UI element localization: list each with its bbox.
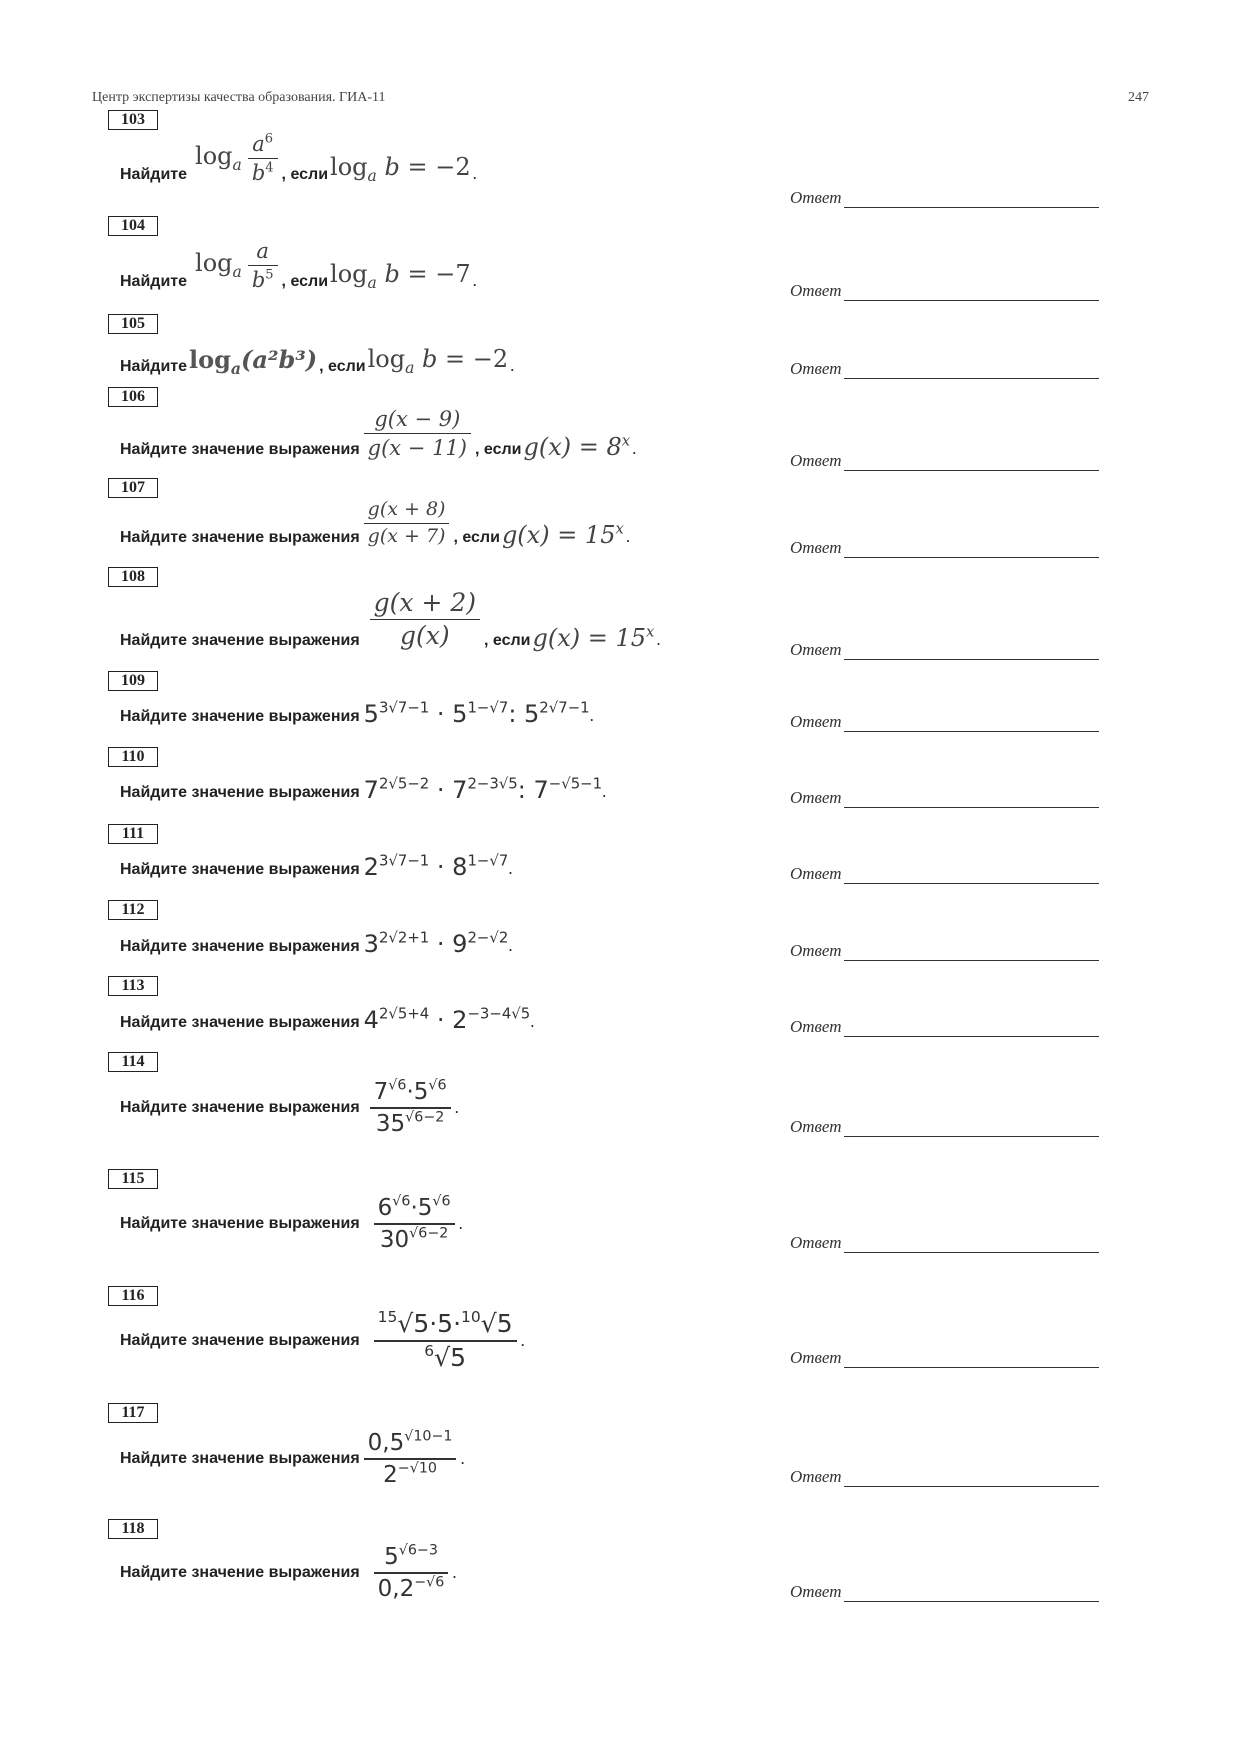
answer-line[interactable] (844, 1020, 1099, 1037)
answer-line[interactable] (844, 715, 1099, 732)
fraction: $\frac{g(x + 8)}{g(x + 7)}$ (364, 500, 450, 547)
problem-107 (120, 500, 630, 547)
condition-word: , если (475, 441, 522, 459)
problem-prompt: Найдите значение выражения (120, 1564, 360, 1582)
problem-106 (120, 407, 637, 462)
header-title: Центр экспертизы качества образования. ГИА-11 (92, 90, 386, 105)
condition: $\log_a b = -2$ (367, 345, 509, 377)
problem-103 (120, 133, 477, 184)
problem-105 (120, 347, 514, 376)
answer-label: Ответ (790, 188, 842, 207)
answer-line[interactable] (844, 791, 1099, 808)
answer-field[interactable] (790, 864, 1099, 884)
problem-prompt: Найдите (120, 166, 188, 184)
period: . (460, 1449, 465, 1469)
problem-110 (120, 774, 607, 804)
problem-prompt: Найдите значение выражения (120, 1099, 360, 1117)
period: . (508, 936, 513, 955)
expression: $7^{2√5-2} \cdot 7^{2-3√5}$: $7^{-√5-1}$ (363, 774, 603, 804)
problem-113 (120, 1004, 535, 1034)
period: . (508, 859, 513, 878)
answer-line[interactable] (844, 362, 1099, 379)
problem-117 (120, 1428, 465, 1489)
problem-118 (120, 1542, 457, 1603)
problem-prompt: Найдите значение выражения (120, 1332, 360, 1350)
problem-prompt: Найдите значение выражения (120, 1215, 360, 1233)
problem-prompt: Найдите (120, 358, 188, 376)
problem-number: 104 (108, 216, 158, 236)
answer-label: Ответ (790, 1117, 842, 1136)
answer-field[interactable] (790, 788, 1099, 808)
fraction: $\frac{0,5^{√10-1}}{2^{-√10}}$ (364, 1431, 457, 1487)
period: . (472, 164, 477, 184)
period: . (530, 1012, 535, 1031)
answer-label: Ответ (790, 640, 842, 659)
answer-field[interactable] (790, 1233, 1099, 1253)
period: . (452, 1563, 457, 1583)
problem-112 (120, 928, 513, 958)
answer-line[interactable] (844, 1120, 1099, 1137)
fraction: $\frac{g(x - 9)}{g(x - 11)}$ (364, 408, 471, 459)
fraction: $\frac{6^{√6}\cdot 5^{√6}}{30^{√6-2}}$ (374, 1196, 455, 1252)
answer-field[interactable] (790, 281, 1099, 301)
problem-number: 113 (108, 976, 158, 996)
answer-field[interactable] (790, 1017, 1099, 1037)
answer-field[interactable] (790, 1582, 1099, 1602)
problem-number: 106 (108, 387, 158, 407)
answer-label: Ответ (790, 1348, 842, 1367)
period: . (510, 356, 515, 376)
answer-line[interactable] (844, 944, 1099, 961)
answer-field[interactable] (790, 1467, 1099, 1487)
period: . (602, 782, 607, 801)
fraction: $\frac{7^{√6}\cdot 5^{√6}}{35^{√6-2}}$ (370, 1080, 451, 1136)
answer-field[interactable] (790, 538, 1099, 558)
condition-word: , если (484, 631, 531, 649)
condition: $g(x) = 8^x$ (523, 431, 631, 462)
problem-number: 107 (108, 478, 158, 498)
problem-111 (120, 851, 513, 881)
condition-word: , если (281, 273, 329, 291)
problem-number: 103 (108, 110, 158, 130)
problem-104 (120, 240, 477, 291)
problem-prompt: Найдите значение выражения (120, 861, 360, 878)
problem-number: 108 (108, 567, 158, 587)
problem-115 (120, 1193, 463, 1254)
answer-label: Ответ (790, 941, 842, 960)
condition-word: , если (453, 528, 500, 546)
problem-number: 118 (108, 1519, 158, 1539)
period: . (625, 526, 631, 546)
answer-line[interactable] (844, 1351, 1099, 1368)
log-symbol: $\log_a$ (195, 141, 242, 174)
answer-line[interactable] (844, 1470, 1099, 1487)
condition: $\log_a b = -2$ (330, 152, 471, 185)
answer-label: Ответ (790, 1233, 842, 1252)
problem-108 (120, 590, 661, 650)
period: . (656, 629, 661, 649)
problem-number: 112 (108, 900, 158, 920)
period: . (589, 706, 594, 725)
period: . (520, 1331, 525, 1351)
problem-prompt: Найдите значение выражения (120, 1450, 360, 1468)
problem-number: 117 (108, 1403, 158, 1423)
problem-prompt: Найдите значение выражения (120, 631, 360, 649)
problem-prompt: Найдите значение выражения (120, 441, 360, 459)
period: . (458, 1214, 463, 1234)
answer-field[interactable] (790, 640, 1099, 660)
fraction: $\frac{a^6}{b^4}$ (248, 133, 278, 184)
fraction: $\frac{^{15}√5\cdot 5\cdot^{10}√5}{^6√5}$ (374, 1311, 517, 1372)
answer-field[interactable] (790, 188, 1099, 208)
answer-field[interactable] (790, 451, 1099, 471)
answer-label: Ответ (790, 1017, 842, 1036)
fraction: $\frac{g(x + 2)}{g(x)}$ (370, 590, 480, 650)
answer-field[interactable] (790, 712, 1099, 732)
answer-label: Ответ (790, 281, 842, 300)
problem-prompt: Найдите значение выражения (120, 708, 360, 725)
problem-109 (120, 698, 594, 728)
answer-line[interactable] (844, 867, 1099, 884)
problem-number: 116 (108, 1286, 158, 1306)
answer-label: Ответ (790, 1582, 842, 1601)
expression: $3^{2√2+1} \cdot 9^{2-√2}$ (363, 928, 509, 958)
expression: $2^{3√7-1} \cdot 8^{1-√7}$ (363, 851, 509, 881)
expression: $4^{2√5+4} \cdot 2^{-3-4√5}$ (363, 1004, 531, 1034)
answer-label: Ответ (790, 864, 842, 883)
problem-number: 111 (108, 824, 158, 844)
problem-number: 114 (108, 1052, 158, 1072)
expression: $5^{3√7-1} \cdot 5^{1-√7}$: $5^{2√7-1}$ (363, 698, 590, 728)
problem-114 (120, 1077, 459, 1138)
answer-label: Ответ (790, 451, 842, 470)
answer-field[interactable] (790, 359, 1099, 379)
problem-number: 109 (108, 671, 158, 691)
page-number: 247 (1128, 90, 1149, 105)
answer-label: Ответ (790, 1467, 842, 1486)
condition: $g(x) = 15^x$ (501, 519, 624, 549)
problem-116 (120, 1307, 525, 1373)
answer-field[interactable] (790, 1117, 1099, 1137)
answer-label: Ответ (790, 788, 842, 807)
problem-prompt: Найдите (120, 273, 188, 291)
problem-number: 105 (108, 314, 158, 334)
answer-line[interactable] (844, 1236, 1099, 1253)
problem-prompt: Найдите значение выражения (120, 938, 360, 955)
period: . (454, 1098, 459, 1118)
answer-line[interactable] (844, 643, 1099, 660)
fraction: $\frac{5^{√6-3}}{0,2^{-√6}}$ (374, 1545, 449, 1601)
condition-word: , если (319, 358, 366, 376)
log-symbol: $\log_a$ (195, 248, 242, 281)
answer-label: Ответ (790, 359, 842, 378)
period: . (632, 439, 637, 459)
condition: $\log_a b = -7$ (330, 259, 471, 292)
answer-field[interactable] (790, 941, 1099, 961)
problem-number: 110 (108, 747, 158, 767)
problem-prompt: Найдите значение выражения (120, 784, 360, 801)
period: . (472, 271, 477, 291)
problem-prompt: Найдите значение выражения (120, 1014, 360, 1031)
problem-number: 115 (108, 1169, 158, 1189)
problem-prompt: Найдите значение выражения (120, 528, 360, 546)
answer-label: Ответ (790, 712, 842, 731)
answer-field[interactable] (790, 1348, 1099, 1368)
answer-line[interactable] (844, 454, 1099, 471)
answer-line[interactable] (844, 191, 1099, 208)
answer-label: Ответ (790, 538, 842, 557)
fraction: $\frac{a}{b^5}$ (248, 240, 278, 291)
expression: $\log_a(a^2b^3)$ (189, 345, 318, 378)
condition: $g(x) = 15^x$ (532, 621, 655, 652)
answer-line[interactable] (844, 1585, 1099, 1602)
answer-line[interactable] (844, 284, 1099, 301)
answer-line[interactable] (844, 541, 1099, 558)
condition-word: , если (281, 166, 329, 184)
